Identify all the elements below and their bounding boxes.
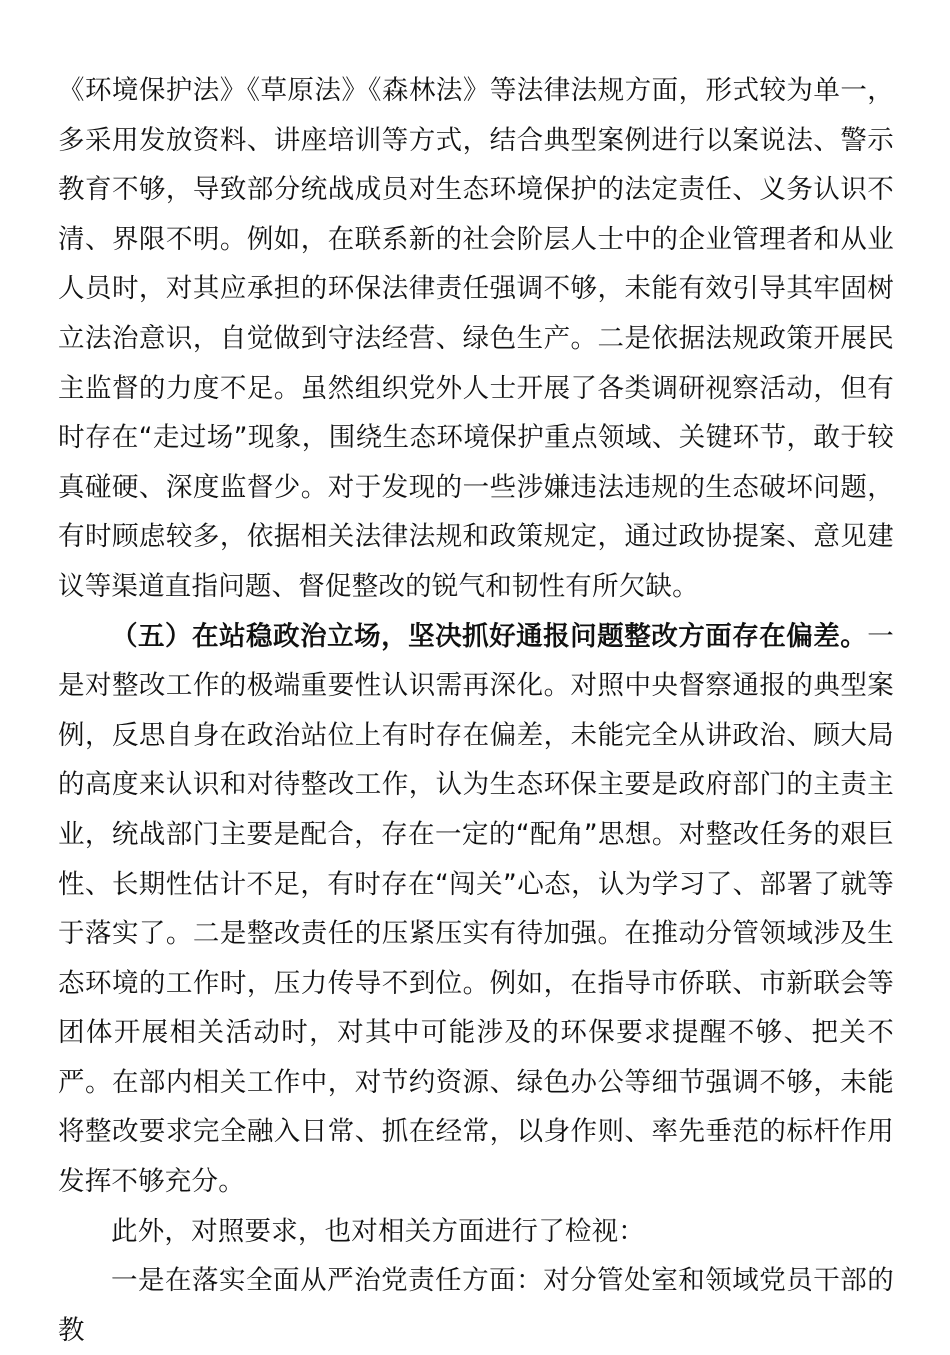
paragraph-text: 一是在落实全面从严治党责任方面：对分管处室和领域党员干部的教 <box>58 1265 894 1346</box>
section-heading: （五）在站稳政治立场，坚决抓好通报问题整改方面存在偏差。 <box>111 620 868 652</box>
paragraph-text: 此外，对照要求，也对相关方面进行了检视： <box>111 1215 645 1247</box>
paragraph-text: 《环境保护法》《草原法》《森林法》等法律法规方面，形式较为单一，多采用发放资料、讲座培训等方式，结合典型案例进行以案说法、警示教育不够，导致部分统战成员对生态环境保护的法定责任、义务认识不清、界限不明。例如，在联系新的社会阶层人士中的企业管理者和从业人员时，对其应承担的环保法律责任强调不够，未能有效引导其牢固树立法治意识，自觉做到守法经营、绿色生产。二是依据法规政策开展民主监督的力度不足。虽然组织党外人士开展了各类调研视察活动，但有时存在“走过场”现象，围绕生态环境保护重点领域、关键环节，敢于较真碰硬、深度监督少。对于发现的一些涉嫌违法违规的生态破坏问题，有时顾虑较多，依据相关法律法规和政策规定，通过政协提案、意见建议等渠道直指问题、督促整改的锐气和韧性有所欠缺。 <box>58 75 894 602</box>
paragraph-environmental-law-supervision <box>58 66 894 612</box>
paragraph-text: 一是对整改工作的极端重要性认识需再深化。对照中央督察通报的典型案例，反思自身在政治站位上有时存在偏差，未能完全从讲政治、顾大局的高度来认识和对待整改工作，认为生态环保主要是政府部门的主责主业，统战部门主要是配合，存在一定的“配角”思想。对整改任务的艰巨性、长期性估计不足，有时存在“闯关”心态，认为学习了、部署了就等于落实了。二是整改责任的压紧压实有待加强。在推动分管领域涉及生态环境的工作时，压力传导不到位。例如，在指导市侨联、市新联会等团体开展相关活动时，对其中可能涉及的环保要求提醒不够、把关不严。在部内相关工作中，对节约资源、绿色办公等细节强调不够，未能将整改要求完全融入日常、抓在经常，以身作则、率先垂范的标杆作用发挥不够充分。 <box>58 620 894 1198</box>
paragraph-additional-review-intro <box>58 1207 894 1257</box>
paragraph-party-governance-responsibility <box>58 1256 894 1355</box>
paragraph-section-five-rectification <box>58 612 894 1207</box>
document-body <box>58 66 894 1355</box>
